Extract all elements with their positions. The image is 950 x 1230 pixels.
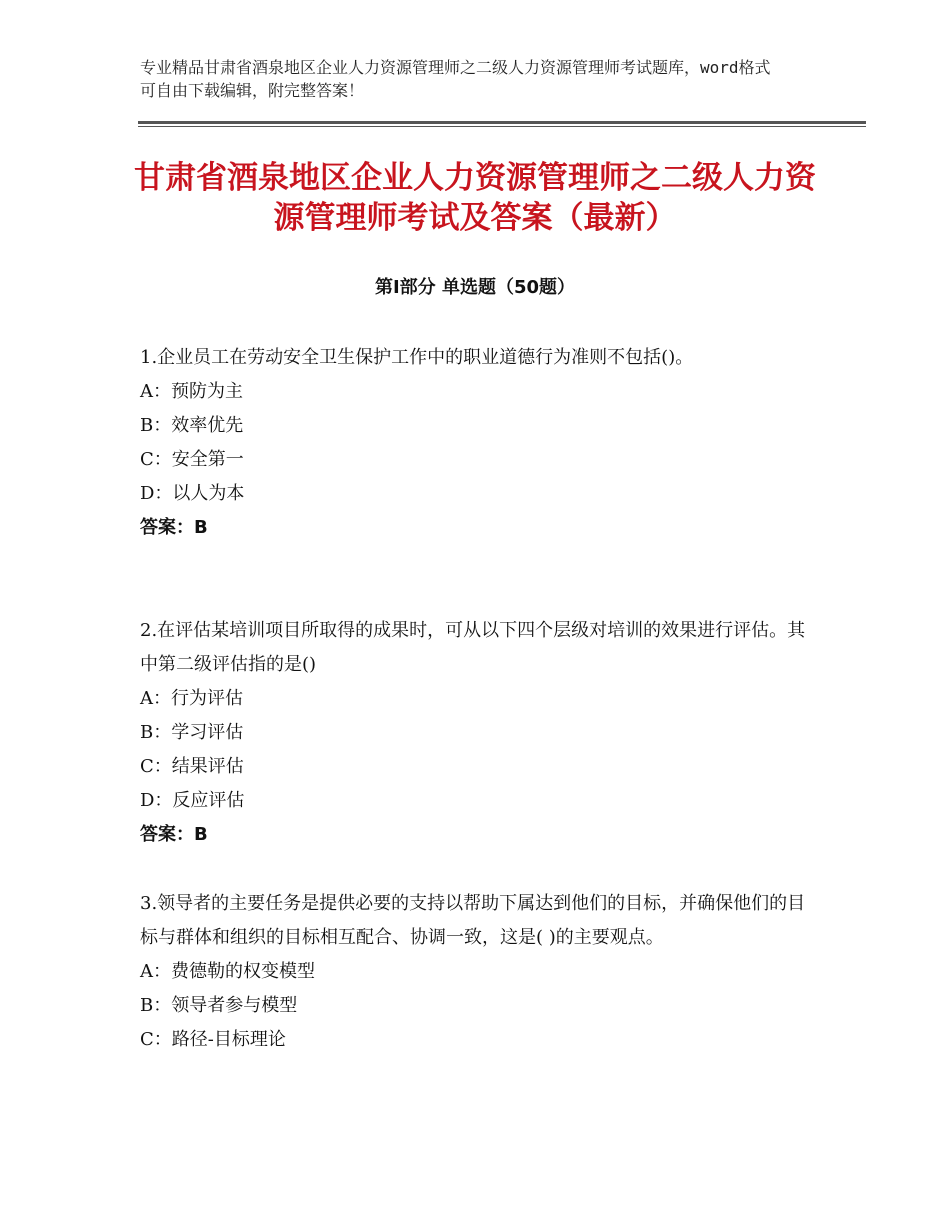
option-d: D：以人为本 <box>140 483 245 504</box>
question-stem: 3.领导者的主要任务是提供必要的支持以帮助下属达到他们的目标，并确保他们的目标与群体和组织的目标相互配合、协调一致，这是( )的主要观点。 <box>140 893 806 948</box>
option-d: D：反应评估 <box>140 790 245 811</box>
option-a: A：费德勒的权变模型 <box>140 961 315 982</box>
option-b: B：学习评估 <box>140 722 244 743</box>
option-a: A：预防为主 <box>140 381 243 402</box>
header-rule-thick <box>138 121 866 124</box>
question-3 <box>140 887 810 1057</box>
question-stem: 1.企业员工在劳动安全卫生保护工作中的职业道德行为准则不包括()。 <box>140 347 694 368</box>
answer: 答案：B <box>140 517 208 538</box>
option-c: C：路径-目标理论 <box>140 1029 286 1050</box>
header-rule-thin <box>138 126 866 127</box>
option-b: B：领导者参与模型 <box>140 995 298 1016</box>
section-title: 第Ⅰ部分 单选题（50题） <box>374 277 575 298</box>
header-note: 专业精品甘肃省酒泉地区企业人力资源管理师之二级人力资源管理师考试题库，word格式可自由下载编辑，附完整答案！ <box>140 58 771 100</box>
question-2 <box>140 614 810 852</box>
question-1 <box>140 341 810 545</box>
document-title: 甘肃省酒泉地区企业人力资源管理师之二级人力资源管理师考试及答案（最新） <box>134 160 816 236</box>
option-c: C：结果评估 <box>140 756 244 777</box>
option-c: C：安全第一 <box>140 449 244 470</box>
answer: 答案：B <box>140 824 208 845</box>
question-stem: 2.在评估某培训项目所取得的成果时，可从以下四个层级对培训的效果进行评估。其中第二级评估指的是() <box>140 620 806 675</box>
option-a: A：行为评估 <box>140 688 243 709</box>
option-b: B：效率优先 <box>140 415 244 436</box>
